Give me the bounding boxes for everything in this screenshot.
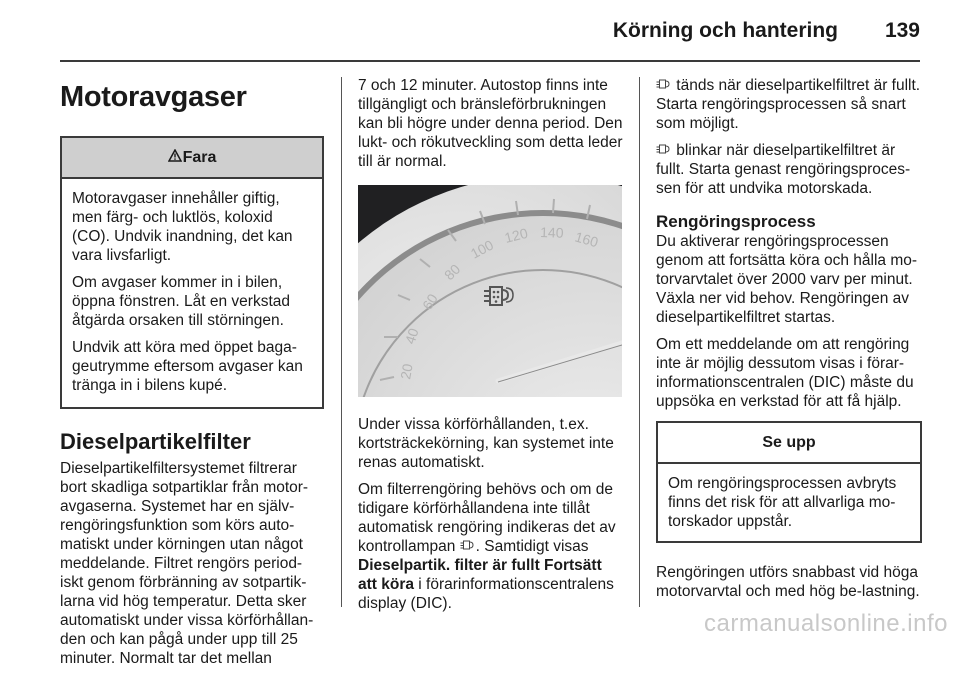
- fast-cleaning-paragraph: Rengöringen utförs snabbast vid höga motorvarvtal och med hög be-lastning.: [656, 564, 920, 600]
- section-heading-motoravgaser: Motoravgaser: [60, 81, 247, 113]
- gauge-label-80: 80: [440, 260, 464, 284]
- dpf-intro-paragraph: Dieselpartikelfiltersystemet filtrerar bort skadliga sotpartiklar från motor-avgaserna. Systemet har en själv-rengöringsfunktion som körs auto-matiskt under körningen utan något meddelande. Filtret rengörs period-iskt genom förbränning av sotpartik-larna vid hög temperatur. Detta sker automatiskt under vissa körförhållan-den och kan pågå under upp till 25 minuter. Normalt tar det mellan: [60, 460, 314, 667]
- lamp-on-paragraph: tänds när dieselpartikelfiltret är fullt. Starta rengöringsprocessen så snart som möjligt.: [656, 77, 921, 132]
- gauge-label-20: 20: [397, 362, 416, 381]
- lamp-blink-paragraph: blinkar när dieselpartikelfiltret är fullt. Starta genast rengöringsproces-sen för att undvika motorskada.: [656, 142, 911, 197]
- gauge-label-60: 60: [418, 290, 441, 313]
- diesel-particle-filter-icon: [656, 76, 672, 95]
- warning-triangle-icon: [168, 148, 182, 167]
- column-divider-2: [639, 77, 640, 607]
- column-divider-1: [341, 77, 342, 607]
- header-title: Körning och hantering: [612, 19, 838, 42]
- danger-paragraph-3: Undvik att köra med öppet baga-geutrymme eftersom avgaser kan tränga in i bilens kupé.: [72, 339, 303, 394]
- column-1: [60, 76, 324, 676]
- caution-box-body: Om rengöringsprocessen avbryts finns det risk för att allvarliga mo-torskador uppstår.: [668, 475, 897, 530]
- gauge-label-160: 160: [573, 228, 601, 251]
- caution-box: [656, 421, 922, 543]
- column-3: [656, 76, 922, 609]
- control-lamp-paragraph: Om filterrengöring behövs och om de tidigare körförhållandena inte tillåt automatisk rengöring indikeras det av kontrollampan . Samtidigt visas Dieselpartik. filter är fullt Fortsätt att köra i förarinformationscentralens display (DIC).: [358, 481, 616, 612]
- section-heading-dieselpartikelfilter: Dieselpartikelfilter: [60, 429, 251, 454]
- danger-box-body: [62, 179, 322, 407]
- diesel-particle-filter-icon: [656, 141, 672, 160]
- page-number: 139: [884, 19, 920, 42]
- caution-box-title: Se upp: [658, 423, 920, 464]
- danger-paragraph-1: Motoravgaser innehåller giftig, men färg- och luktlös, koloxid (CO). Undvik inandning, det kan vara livsfarligt.: [72, 190, 293, 264]
- gauge-label-140: 140: [539, 224, 564, 241]
- danger-box-header: [62, 138, 322, 179]
- gauge-label-40: 40: [401, 326, 422, 346]
- dic-message-bold: Dieselpartik. filter är fullt Fortsätt att köra: [358, 557, 602, 593]
- danger-paragraph-2: Om avgaser kommer in i bilen, öppna fönstren. Låt en verkstad åtgärda orsaken till störningen.: [72, 274, 291, 329]
- speedometer-illustration: [358, 185, 622, 397]
- workshop-paragraph: Om ett meddelande om att rengöring inte är möjlig dessutom visas i förar-informationscentralen (DIC) måste du uppsöka en verkstad för att få hjälp.: [656, 336, 914, 410]
- gauge-label-100: 100: [467, 236, 497, 262]
- diesel-particle-filter-icon: [460, 537, 476, 556]
- continuation-paragraph: 7 och 12 minuter. Autostop finns inte tillgängligt och bränsleförbrukningen kan bli högre under denna period. Den lukt- och rökutveckling som detta leder till är normal.: [358, 77, 623, 170]
- column-2: [358, 76, 624, 621]
- cleaning-process-paragraph: Du aktiverar rengöringsprocessen genom att fortsätta köra och hålla mo-torvarvtalet över 2000 varv per minut. Växla ner vid behov. Rengöringen av dieselpartikelfiltret startas.: [656, 233, 918, 326]
- danger-box-title: Fara: [182, 149, 217, 166]
- header-rule: [60, 60, 920, 62]
- subheading-rengoringsprocess: Rengöringsprocess: [656, 212, 816, 231]
- danger-box: [60, 136, 324, 409]
- short-trip-paragraph: Under vissa körförhållanden, t.ex. kortsträckekörning, kan systemet inte renas automatiskt.: [358, 416, 614, 471]
- gauge-label-120: 120: [502, 224, 530, 246]
- watermark: carmanualsonline.info: [704, 610, 948, 637]
